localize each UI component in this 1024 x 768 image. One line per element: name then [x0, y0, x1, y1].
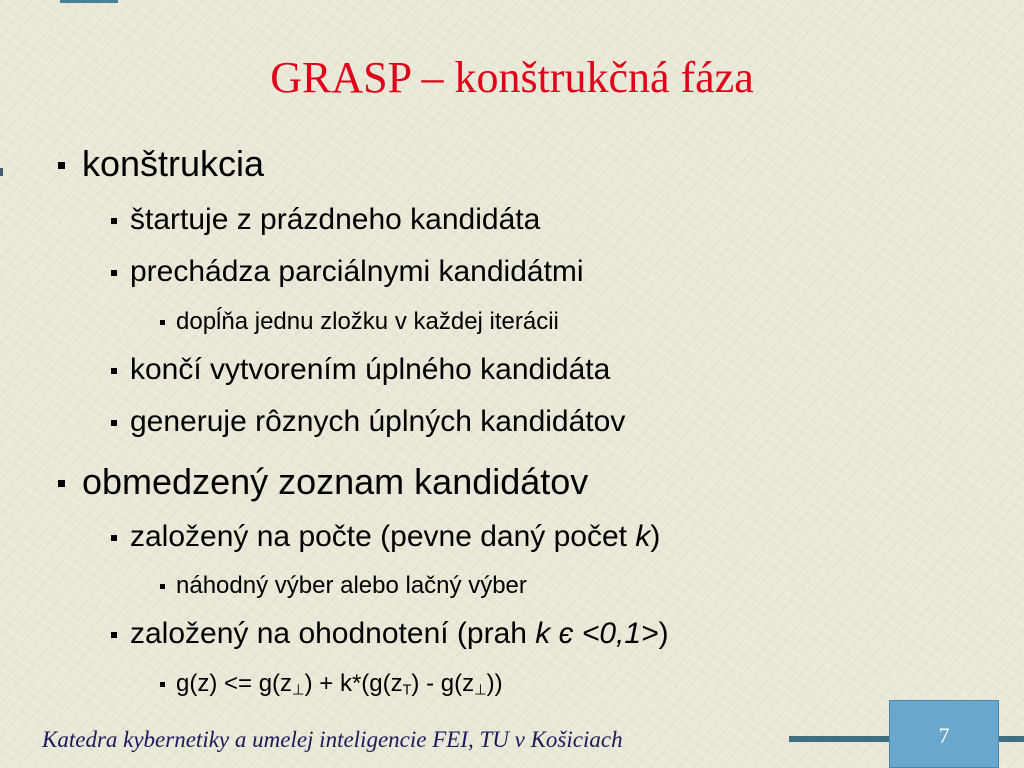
bullet-text — [130, 520, 660, 554]
bullet-text: končí vytvorením úplného kandidáta — [130, 353, 611, 386]
bullet-marker — [111, 270, 117, 276]
formula — [176, 670, 503, 698]
bullet-text: náhodný výber alebo lačný výber — [176, 572, 527, 599]
bullet-text: konštrukcia — [82, 143, 265, 184]
bullet-marker — [160, 320, 165, 325]
bullet-text: obmedzený zoznam kandidátov — [82, 461, 589, 502]
bullet-marker — [111, 420, 117, 426]
formula-subscript: ⊥ — [474, 682, 487, 699]
formula-subscript: ⊥ — [292, 682, 305, 699]
italic-variable: k є <0,1> — [535, 617, 659, 650]
bullet-marker — [58, 480, 65, 487]
bullet-text: dopĺňa jednu zložku v každej iterácii — [176, 308, 559, 335]
page-number-box — [889, 700, 999, 768]
bullet-marker — [160, 584, 165, 589]
bullet-text-part: založený na ohodnotení (prah — [130, 617, 536, 650]
bullet-marker — [111, 535, 117, 541]
footer-rule-right — [998, 736, 1024, 742]
formula-part: ) - g(z — [411, 670, 475, 697]
slide-title: GRASP – konštrukčná fáza — [270, 53, 754, 102]
bullet-marker — [111, 368, 117, 374]
bullet-text: štartuje z prázdneho kandidáta — [130, 203, 541, 236]
italic-variable: k — [635, 520, 651, 553]
bullet-marker — [111, 218, 117, 224]
formula-part: )) — [486, 670, 503, 697]
footer-rule — [789, 736, 889, 742]
bullet-text-part: založený na počte (pevne daný počet — [130, 520, 636, 553]
page-number: 7 — [938, 723, 950, 748]
bullet-text-part: ) — [658, 617, 669, 650]
footer-text: Katedra kybernetiky a umelej inteligencie FEI, TU v Košiciach — [42, 727, 623, 752]
formula-part: ) + k*(g(z — [304, 670, 403, 697]
bullet-marker — [58, 162, 65, 169]
bullet-text-part: ) — [650, 520, 661, 553]
formula-subscript: T — [402, 682, 412, 699]
bullet-text — [130, 617, 669, 651]
bullet-marker — [160, 682, 165, 687]
bullet-text: generuje rôznych úplných kandidátov — [130, 405, 626, 438]
bullet-marker — [111, 632, 117, 638]
formula-part: g(z) <= g(z — [176, 670, 293, 697]
bullet-text: prechádza parciálnymi kandidátmi — [130, 255, 584, 288]
